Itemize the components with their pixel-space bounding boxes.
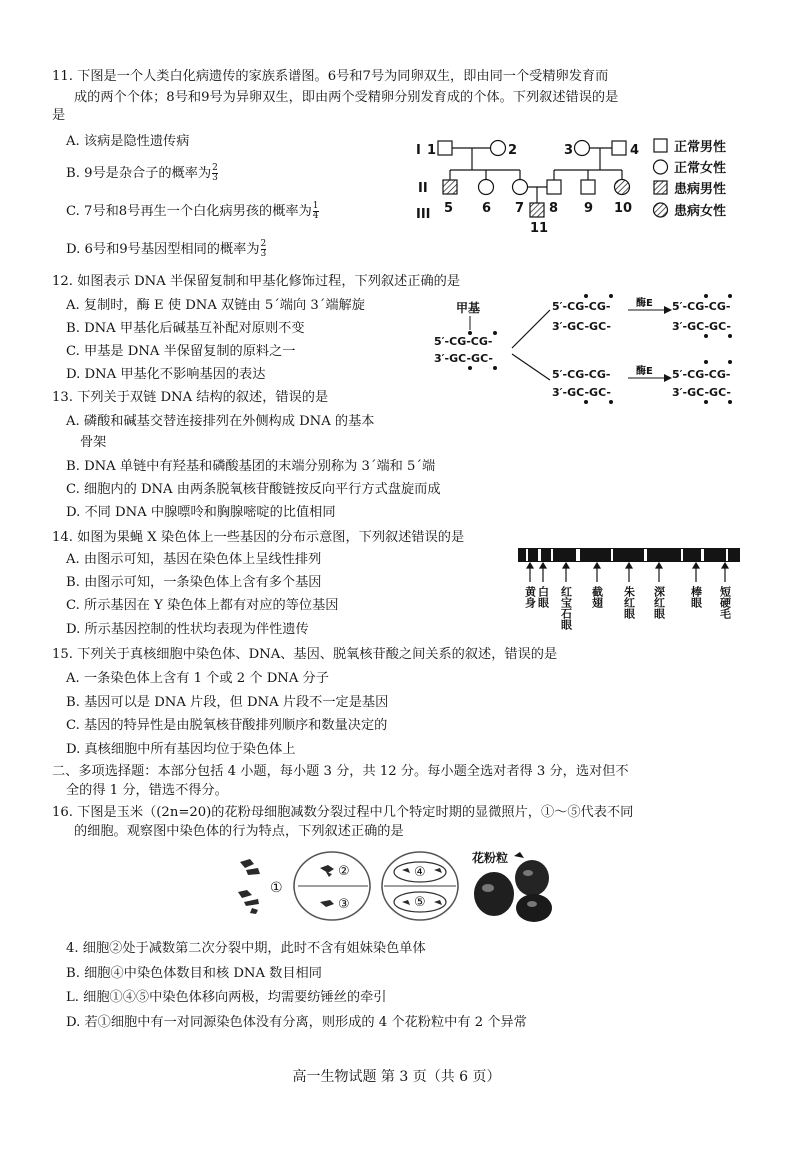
q13-option-d: D. 不同 DNA 中腺嘌呤和胸腺嘧啶的比值相同 <box>66 505 336 520</box>
q11-option-d-text: D. 6号和9号基因型相同的概率为 <box>66 242 260 257</box>
q11-option-b-text: B. 9号是杂合子的概率为 <box>66 166 212 181</box>
legend-normal-male: 正常男性 <box>674 140 727 155</box>
strand-text: 3′-GC-GC- <box>672 386 731 399</box>
q13-stem: 13. 下列关于双链 DNA 结构的叙述，错误的是 <box>52 390 329 405</box>
cell-label: ② <box>338 864 350 879</box>
meiosis-micrograph-figure <box>232 848 562 924</box>
enzyme-e-label: 酶E <box>636 366 653 377</box>
section2-heading-line1: 二、多项选择题：本部分包括 4 小题，每小题 3 分，共 12 分。每小题全选对者得 3 分，选对但不 <box>52 764 629 779</box>
section2-heading-line2: 全的得 1 分，错选不得分。 <box>66 783 228 798</box>
q16-option-a: 4. 细胞②处于减数第二次分裂中期，此时不含有姐妹染色单体 <box>66 941 426 956</box>
q11-stem-line1: 11. 下图是一个人类白化病遗传的家族系谱图。6号和7号为同卵双生，即由同一个受精卵发育而 <box>52 69 609 84</box>
gene-label: 深红眼 <box>652 586 666 619</box>
individual-number: 1 <box>427 143 437 158</box>
q15-option-a: A. 一条染色体上含有 1 个或 2 个 DNA 分子 <box>66 671 329 686</box>
cell-1-chromosomes <box>238 859 260 914</box>
q14-option-b: B. 由图示可知，一条染色体上含有多个基因 <box>66 575 322 590</box>
individual-1-normal-male <box>438 141 452 155</box>
fraction-num: 1 <box>312 201 319 211</box>
gene-label: 短硬毛 <box>718 586 732 619</box>
q15-stem: 15. 下列关于真核细胞中染色体、DNA、基因、脱氧核苷酸之间关系的叙述，错误的是 <box>52 647 558 662</box>
q14-option-a: A. 由图示可知，基因在染色体上呈线性排列 <box>66 552 322 567</box>
cell-label: ③ <box>338 897 350 912</box>
strand-text: 5′-CG-CG- <box>672 368 731 381</box>
q13-option-a-line1: A. 磷酸和碱基交替连接排列在外侧构成 DNA 的基本 <box>66 414 375 429</box>
legend-affected-male-icon <box>654 181 667 194</box>
individual-number: 9 <box>584 201 594 216</box>
legend-normal-female-icon <box>654 160 668 174</box>
individual-6-normal-female <box>479 180 494 195</box>
fraction-den: 3 <box>260 249 267 259</box>
individual-4-normal-male <box>612 141 626 155</box>
gene-label: 截翅 <box>590 586 604 608</box>
gene-label: 朱红眼 <box>622 586 636 619</box>
cell-label: ① <box>270 880 283 896</box>
individual-3-normal-female <box>575 141 590 156</box>
strand-text: 3′-GC-GC- <box>552 320 611 333</box>
enzyme-e-label: 酶E <box>636 298 653 309</box>
individual-number: 8 <box>549 201 559 216</box>
individual-number: 6 <box>482 201 492 216</box>
individual-number: 5 <box>444 201 454 216</box>
individual-number: 10 <box>614 201 633 216</box>
gene-label: 红宝石眼 <box>559 586 573 630</box>
strand-text: 3′-GC-GC- <box>552 386 611 399</box>
generation-label: II <box>418 181 428 196</box>
legend-normal-male-icon <box>654 139 667 152</box>
gene-label: 棒眼 <box>689 586 703 608</box>
pollen-grain <box>515 860 549 896</box>
generation-label: I <box>416 143 421 158</box>
q11-option-b <box>66 164 218 183</box>
q13-option-b: B. DNA 单链中有羟基和磷酸基团的末端分别称为 3ˊ端和 5ˊ端 <box>66 459 436 474</box>
pollen-label: 花粉粒 <box>472 851 509 865</box>
legend-affected-female: 患病女性 <box>674 204 727 219</box>
fraction-num: 2 <box>212 163 218 173</box>
page-footer: 高一生物试题 第 3 页（共 6 页） <box>292 1069 501 1085</box>
pollen-grain <box>474 872 514 916</box>
q16-option-c: L. 细胞①④⑤中染色体移向两极，均需要纺锤丝的牵引 <box>66 990 387 1005</box>
q15-option-b: B. 基因可以是 DNA 片段，但 DNA 片段不一定是基因 <box>66 695 389 710</box>
q16-option-b: B. 细胞④中染色体数目和核 DNA 数目相同 <box>66 966 322 981</box>
cell-label: ④ <box>414 865 426 880</box>
individual-7-normal-female <box>513 180 528 195</box>
legend-normal-female: 正常女性 <box>674 161 727 176</box>
individual-number: 11 <box>530 221 549 236</box>
q14-option-d: D. 所示基因控制的性状均表现为伴性遗传 <box>66 622 309 637</box>
individual-number: 4 <box>630 143 640 158</box>
q11-stem-tail: 是 <box>52 108 66 123</box>
strand-text: 5′-CG-CG- <box>552 368 611 381</box>
q13-option-c: C. 细胞内的 DNA 由两条脱氧核苷酸链按反向平行方式盘旋而成 <box>66 482 441 497</box>
fraction <box>261 240 267 259</box>
q16-option-d: D. 若①细胞中有一对同源染色体没有分离，则形成的 4 个花粉粒中有 2 个异常 <box>66 1015 527 1030</box>
individual-10-affected-female <box>615 180 630 195</box>
q16-stem-line1: 16. 下图是玉米（(2n=20)的花粉母细胞减数分裂过程中几个特定时期的显微照片，①～⑤代表不同 <box>52 805 634 820</box>
strand-text: 5′-CG-CG- <box>434 335 493 348</box>
individual-8-normal-male <box>547 180 561 194</box>
individual-number: 7 <box>515 201 525 216</box>
fraction <box>313 202 319 221</box>
individual-number: 3 <box>564 143 574 158</box>
individual-11-affected-male <box>530 203 544 217</box>
legend-affected-male: 患病男性 <box>674 182 727 197</box>
q11-option-c <box>66 202 319 221</box>
fraction-den: 3 <box>212 173 218 183</box>
generation-label: III <box>416 207 431 222</box>
q15-option-c: C. 基因的特异性是由脱氧核苷酸排列顺序和数量决定的 <box>66 718 388 733</box>
fraction <box>212 164 218 183</box>
q12-option-c: C. 甲基是 DNA 半保留复制的原料之一 <box>66 344 296 359</box>
strand-text: 3′-GC-GC- <box>672 320 731 333</box>
x-chromosome-figure <box>516 546 744 650</box>
q14-option-c: C. 所示基因在 Y 染色体上都有对应的等位基因 <box>66 598 339 613</box>
individual-9-normal-male <box>581 180 595 194</box>
cell-label: ⑤ <box>414 895 426 910</box>
q12-option-a: A. 复制时，酶 E 使 DNA 双链由 5ˊ端向 3ˊ端解旋 <box>66 298 365 313</box>
strand-text: 3′-GC-GC- <box>434 352 493 365</box>
pedigree-chart <box>416 134 761 238</box>
individual-5-affected-male <box>443 180 457 194</box>
individual-number: 2 <box>508 143 518 158</box>
gene-label: 白眼 <box>536 586 550 608</box>
legend-affected-female-icon <box>654 203 668 217</box>
q12-option-d: D. DNA 甲基化不影响基因的表达 <box>66 367 266 382</box>
q12-stem: 12. 如图表示 DNA 半保留复制和甲基化修饰过程，下列叙述正确的是 <box>52 274 461 289</box>
fraction-den: 4 <box>312 211 319 221</box>
q11-option-c-text: C. 7号和8号再生一个白化病男孩的概率为 <box>66 204 312 219</box>
pollen-grain <box>516 894 552 922</box>
fraction-num: 2 <box>260 239 267 249</box>
gene-label: 黄身 <box>523 586 537 608</box>
q15-option-d: D. 真核细胞中所有基因均位于染色体上 <box>66 742 296 757</box>
q12-option-b: B. DNA 甲基化后碱基互补配对原则不变 <box>66 321 305 336</box>
methyl-label: 甲基 <box>456 301 481 315</box>
strand-text: 5′-CG-CG- <box>552 300 611 313</box>
q11-option-d <box>66 240 266 259</box>
q13-option-a-line2: 骨架 <box>80 435 107 450</box>
dna-methylation-figure <box>432 288 742 406</box>
strand-text: 5′-CG-CG- <box>672 300 731 313</box>
individual-2-normal-female <box>491 141 506 156</box>
q11-option-a: A. 该病是隐性遗传病 <box>66 134 190 149</box>
q14-stem: 14. 如图为果蝇 X 染色体上一些基因的分布示意图，下列叙述错误的是 <box>52 530 465 545</box>
q16-stem-line2: 的细胞。观察图中染色体的行为特点，下列叙述正确的是 <box>74 824 404 839</box>
q11-stem-line2: 成的两个个体；8号和9号为异卵双生，即由两个受精卵分别发育成的个体。下列叙述错误的是 <box>74 90 619 105</box>
